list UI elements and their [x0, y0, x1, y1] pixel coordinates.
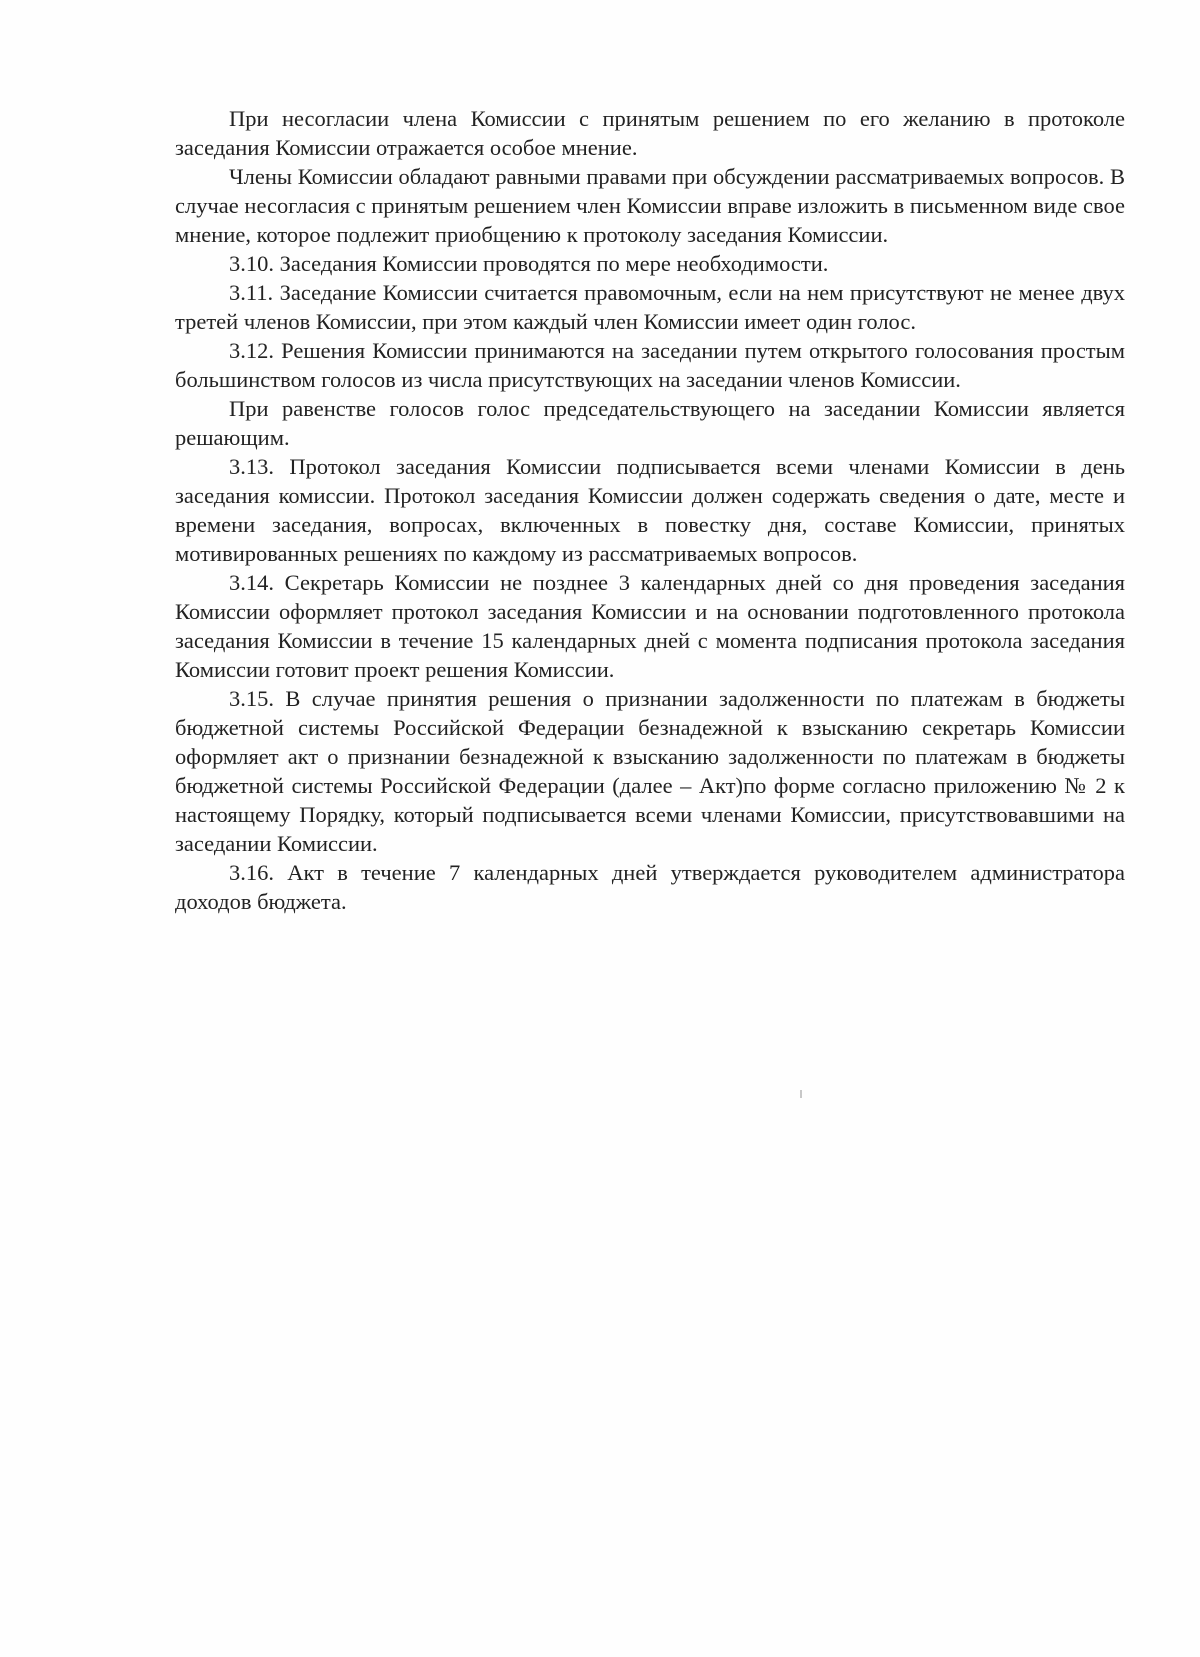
document-body: [175, 104, 1125, 916]
scan-speck: [800, 1090, 802, 1098]
paragraph-3-13: 3.13. Протокол заседания Комиссии подписывается всеми членами Комиссии в день заседания комиссии. Протокол заседания Комиссии должен содержать сведения о дате, месте и времени заседания, вопросах, включенных в повестку дня, составе Комиссии, принятых мотивированных решениях по каждому из рассматриваемых вопросов.: [175, 454, 1125, 566]
paragraph-3-11: 3.11. Заседание Комиссии считается правомочным, если на нем присутствуют не менее двух третей членов Комиссии, при этом каждый член Комиссии имеет один голос.: [175, 280, 1125, 334]
paragraph-3-15: 3.15. В случае принятия решения о признании задолженности по платежам в бюджеты бюджетной системы Российской Федерации безнадежной к взысканию секретарь Комиссии оформляет акт о признании безнадежной к взысканию задолженности по платежам в бюджеты бюджетной системы Российской Федерации (далее – Акт)по форме согласно приложению № 2 к настоящему Порядку, который подписывается всеми членами Комиссии, присутствовавшими на заседании Комиссии.: [175, 686, 1125, 856]
paragraph-3-14: 3.14. Секретарь Комиссии не позднее 3 календарных дней со дня проведения заседания Комиссии оформляет протокол заседания Комиссии и на основании подготовленного протокола заседания Комиссии в течение 15 календарных дней с момента подписания протокола заседания Комиссии готовит проект решения Комиссии.: [175, 570, 1125, 682]
paragraph-3-10: 3.10. Заседания Комиссии проводятся по мере необходимости.: [229, 251, 829, 276]
paragraph-equal-rights: Члены Комиссии обладают равными правами при обсуждении рассматриваемых вопросов. В случае несогласия с принятым решением член Комиссии вправе изложить в письменном виде свое мнение, которое подлежит приобщению к протоколу заседания Комиссии.: [175, 164, 1125, 247]
paragraph-dissent-opinion: При несогласии члена Комиссии с принятым решением по его желанию в протоколе заседания Комиссии отражается особое мнение.: [175, 106, 1125, 160]
paragraph-tie-vote: При равенстве голосов голос председательствующего на заседании Комиссии является решающим.: [175, 396, 1125, 450]
paragraph-3-12: 3.12. Решения Комиссии принимаются на заседании путем открытого голосования простым большинством голосов из числа присутствующих на заседании членов Комиссии.: [175, 338, 1125, 392]
paragraph-3-16: 3.16. Акт в течение 7 календарных дней утверждается руководителем администратора доходов бюджета.: [175, 860, 1125, 914]
